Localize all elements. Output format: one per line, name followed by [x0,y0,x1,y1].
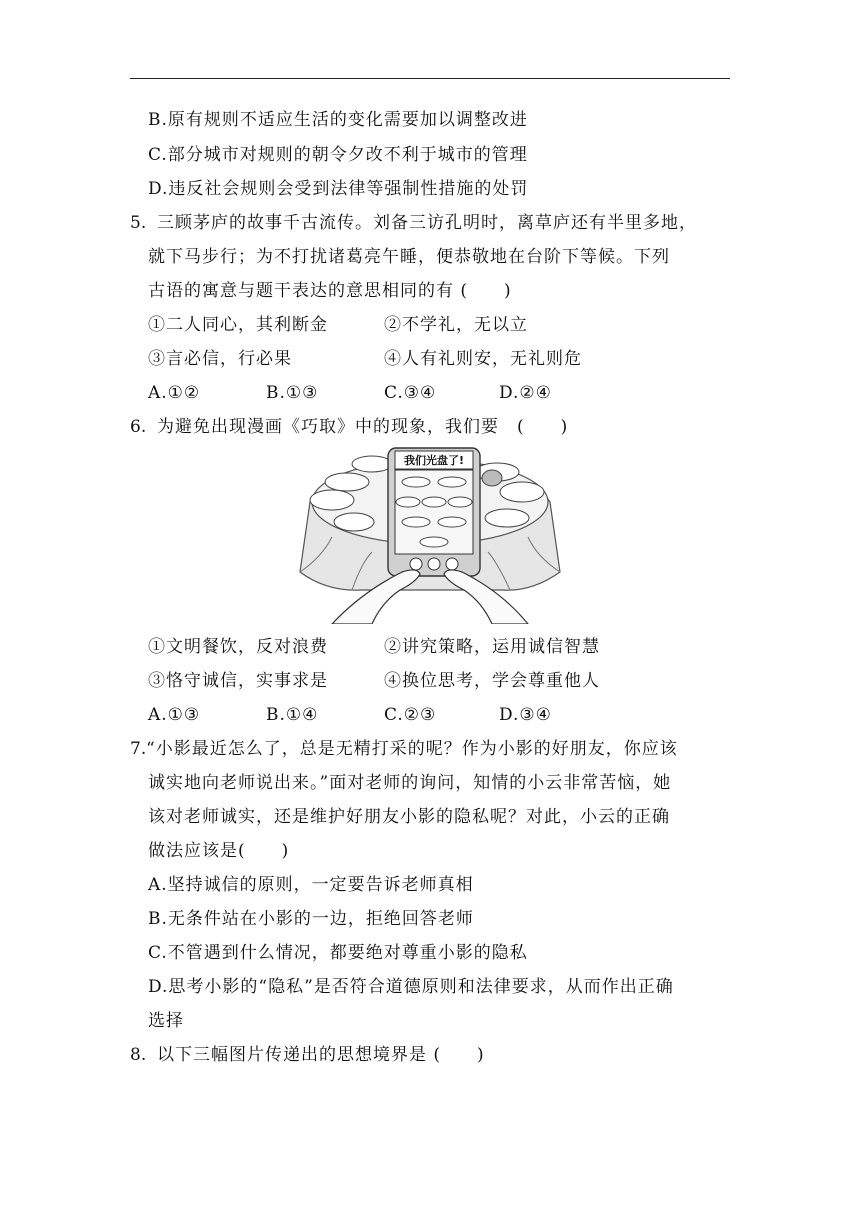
q7-choice-c: C.不管遇到什么情况，都要绝对尊重小影的隐私 [148,943,528,963]
q5-stem-line3: 古语的寓意与题干表达的意思相同的有 ( ) [148,281,512,301]
q6-choice-c: C.②③ [384,705,437,725]
q6-item-3: ③恪守诚信，实事求是 [148,671,328,691]
q7-choice-b: B.无条件站在小影的一边，拒绝回答老师 [148,909,474,929]
q7-stem-line2: 诚实地向老师说出来。”面对老师的询问，知情的小云非常苦恼，她 [148,773,672,793]
header-rule [130,78,730,79]
cartoon-caption: 我们光盘了! [403,454,465,467]
q7-stem-line4: 做法应该是( ) [148,841,290,861]
q5-item-1: ①二人同心，其利断金 [148,315,328,335]
q5-item-3: ③言必信，行必果 [148,349,292,369]
q4-option-d: D.违反社会规则会受到法律等强制性措施的处罚 [148,179,529,199]
q7-stem-line1: “小影最近怎么了，总是无精打采的呢？作为小影的好朋友，你应该 [146,739,678,759]
q5-stem-line1: 三顾茅庐的故事千古流传。刘备三访孔明时，离草庐还有半里多地， [157,213,697,233]
q5-item-2: ②不学礼，无以立 [384,315,528,335]
q6-choice-d: D.③④ [499,705,552,725]
q4-option-b: B.原有规则不适应生活的变化需要加以调整改进 [148,110,528,130]
q5-stem-line2: 就下马步行；为不打扰诸葛亮午睡，便恭敬地在台阶下等候。下列 [148,247,670,267]
q8-stem: 以下三幅图片传递出的思想境界是 ( ) [157,1045,485,1065]
q6-stem: 为避免出现漫画《巧取》中的现象，我们要 ( ) [157,417,569,437]
q7-choice-d-line2: 选择 [148,1011,184,1031]
q6-item-1: ①文明餐饮，反对浪费 [148,637,328,657]
q7-stem-line3: 该对老师诚实，还是维护好朋友小影的隐私呢？对此，小云的正确 [148,807,670,827]
q4-option-c: C.部分城市对规则的朝令夕改不利于城市的管理 [148,145,528,165]
q8-number: 8. [130,1045,147,1065]
q7-number: 7. [130,739,147,759]
q5-choice-b: B.①③ [266,383,319,403]
q5-choice-d: D.②④ [499,383,552,403]
q6-item-4: ④换位思考，学会尊重他人 [384,671,600,691]
q6-item-2: ②讲究策略，运用诚信智慧 [384,637,600,657]
q5-number: 5. [130,213,147,233]
cartoon-figure [292,442,568,624]
q6-choice-b: B.①④ [266,705,319,725]
q5-choice-c: C.③④ [384,383,437,403]
q5-item-4: ④人有礼则安，无礼则危 [384,349,582,369]
q5-choice-a: A.①② [148,383,201,403]
q6-number: 6. [130,417,147,437]
q7-choice-a: A.坚持诚信的原则，一定要告诉老师真相 [148,875,474,895]
q6-choice-a: A.①③ [148,705,201,725]
q7-choice-d-line1: D.思考小影的“隐私”是否符合道德原则和法律要求，从而作出正确 [148,977,674,997]
